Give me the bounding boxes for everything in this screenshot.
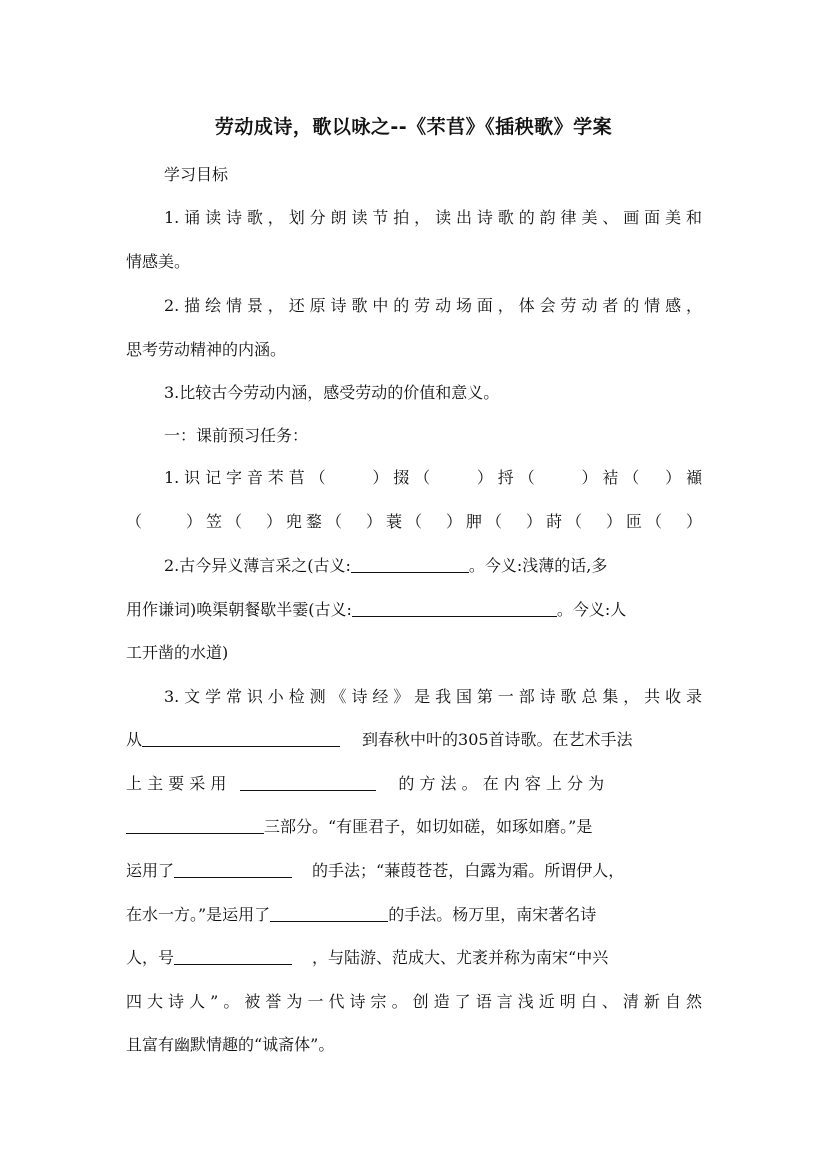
answer-blank-ancient-meaning-2[interactable] [352, 602, 557, 617]
question-2-text-c: 用作谦词)唤渠朝餐歇半霎(古义: [126, 600, 352, 619]
preview-heading: 一：课前预习任务： [164, 426, 309, 445]
question-3-yang: 的手法。杨万里，南宋著名诗 [388, 905, 597, 924]
question-3-line-1: 3.文学常识小检测《诗经》是我国第一部诗歌总集，共收录 [164, 687, 702, 706]
objective-1-line-2: 情感美。 [126, 252, 191, 271]
question-3-with: ，与陆游、范成大、尤袤并称为南宋“中兴 [312, 948, 609, 967]
question-2-line-3: 工开凿的水道) [126, 643, 229, 662]
answer-blank-technique-2[interactable] [270, 907, 388, 922]
question-2-text-b: 。今义:浅薄的话,多 [468, 556, 608, 575]
answer-blank-period[interactable] [142, 732, 340, 747]
question-2-text-a: 2.古今异义薄言采之(古义: [164, 556, 351, 575]
question-3-line-6 [126, 902, 702, 925]
objectives-heading: 学习目标 [164, 165, 229, 184]
question-3-three-parts: 三部分。“有匪君子，如切如磋，如琢如磨。”是 [264, 817, 593, 836]
question-3-ren: 人，号 [126, 948, 175, 967]
question-3-line-3 [126, 771, 702, 794]
question-1-line-1: 1.识记字音芣苢（ ）掇（ ）捋（ ）袺（ ）襭 [164, 468, 702, 487]
question-3-quote: 的手法；“蒹葭苍苍，白露为霜。所谓伊人， [312, 861, 625, 880]
objective-2-line-2: 思考劳动精神的内涵。 [126, 340, 287, 359]
question-2-line-1 [164, 553, 702, 576]
question-1-line-2: （ ）笠（ ）兜鍪（ ）蓑（ ）胛（ ）莳（ ）匝（ ） [126, 512, 702, 531]
objective-2-line-1: 2.描绘情景，还原诗歌中的劳动场面，体会劳动者的情感， [164, 296, 702, 315]
answer-blank-pen-name[interactable] [174, 950, 292, 965]
question-3-method: 的 方 法 。 在 内 容 上 分 为 [398, 774, 605, 793]
question-3-line-2 [126, 727, 702, 750]
question-2-line-2 [126, 597, 702, 620]
question-3-used: 运用了 [126, 861, 175, 880]
answer-blank-ancient-meaning-1[interactable] [351, 558, 469, 573]
answer-blank-content-parts[interactable] [126, 819, 264, 834]
question-3-line-9: 且富有幽默情趣的“诚斋体”。 [126, 1035, 335, 1054]
question-3-from: 从 [126, 730, 143, 749]
answer-blank-art-method[interactable] [240, 776, 376, 791]
question-3-water: 在水一方。”是运用了 [126, 905, 271, 924]
question-2-text-d: 。今义:人 [556, 600, 627, 619]
question-3-line-8: 四大诗人”。被誉为一代诗宗。创造了语言浅近明白、清新自然 [126, 992, 702, 1011]
answer-blank-technique-1[interactable] [174, 863, 292, 878]
objective-3: 3.比较古今劳动内涵，感受劳动的价值和意义。 [164, 383, 500, 402]
question-3-line-5 [126, 858, 702, 881]
objective-1-line-1: 1.诵读诗歌，划分朗读节拍，读出诗歌的韵律美、画面美和 [164, 208, 702, 227]
question-3-line-4 [126, 814, 702, 837]
question-3-main: 上 主 要 采 用 [126, 774, 227, 793]
question-3-to: 到春秋中叶的305首诗歌。在艺术手法 [362, 730, 633, 749]
page-title: 劳动成诗，歌以咏之--《芣苢》《插秧歌》学案 [214, 116, 613, 138]
question-3-line-7 [126, 945, 702, 968]
